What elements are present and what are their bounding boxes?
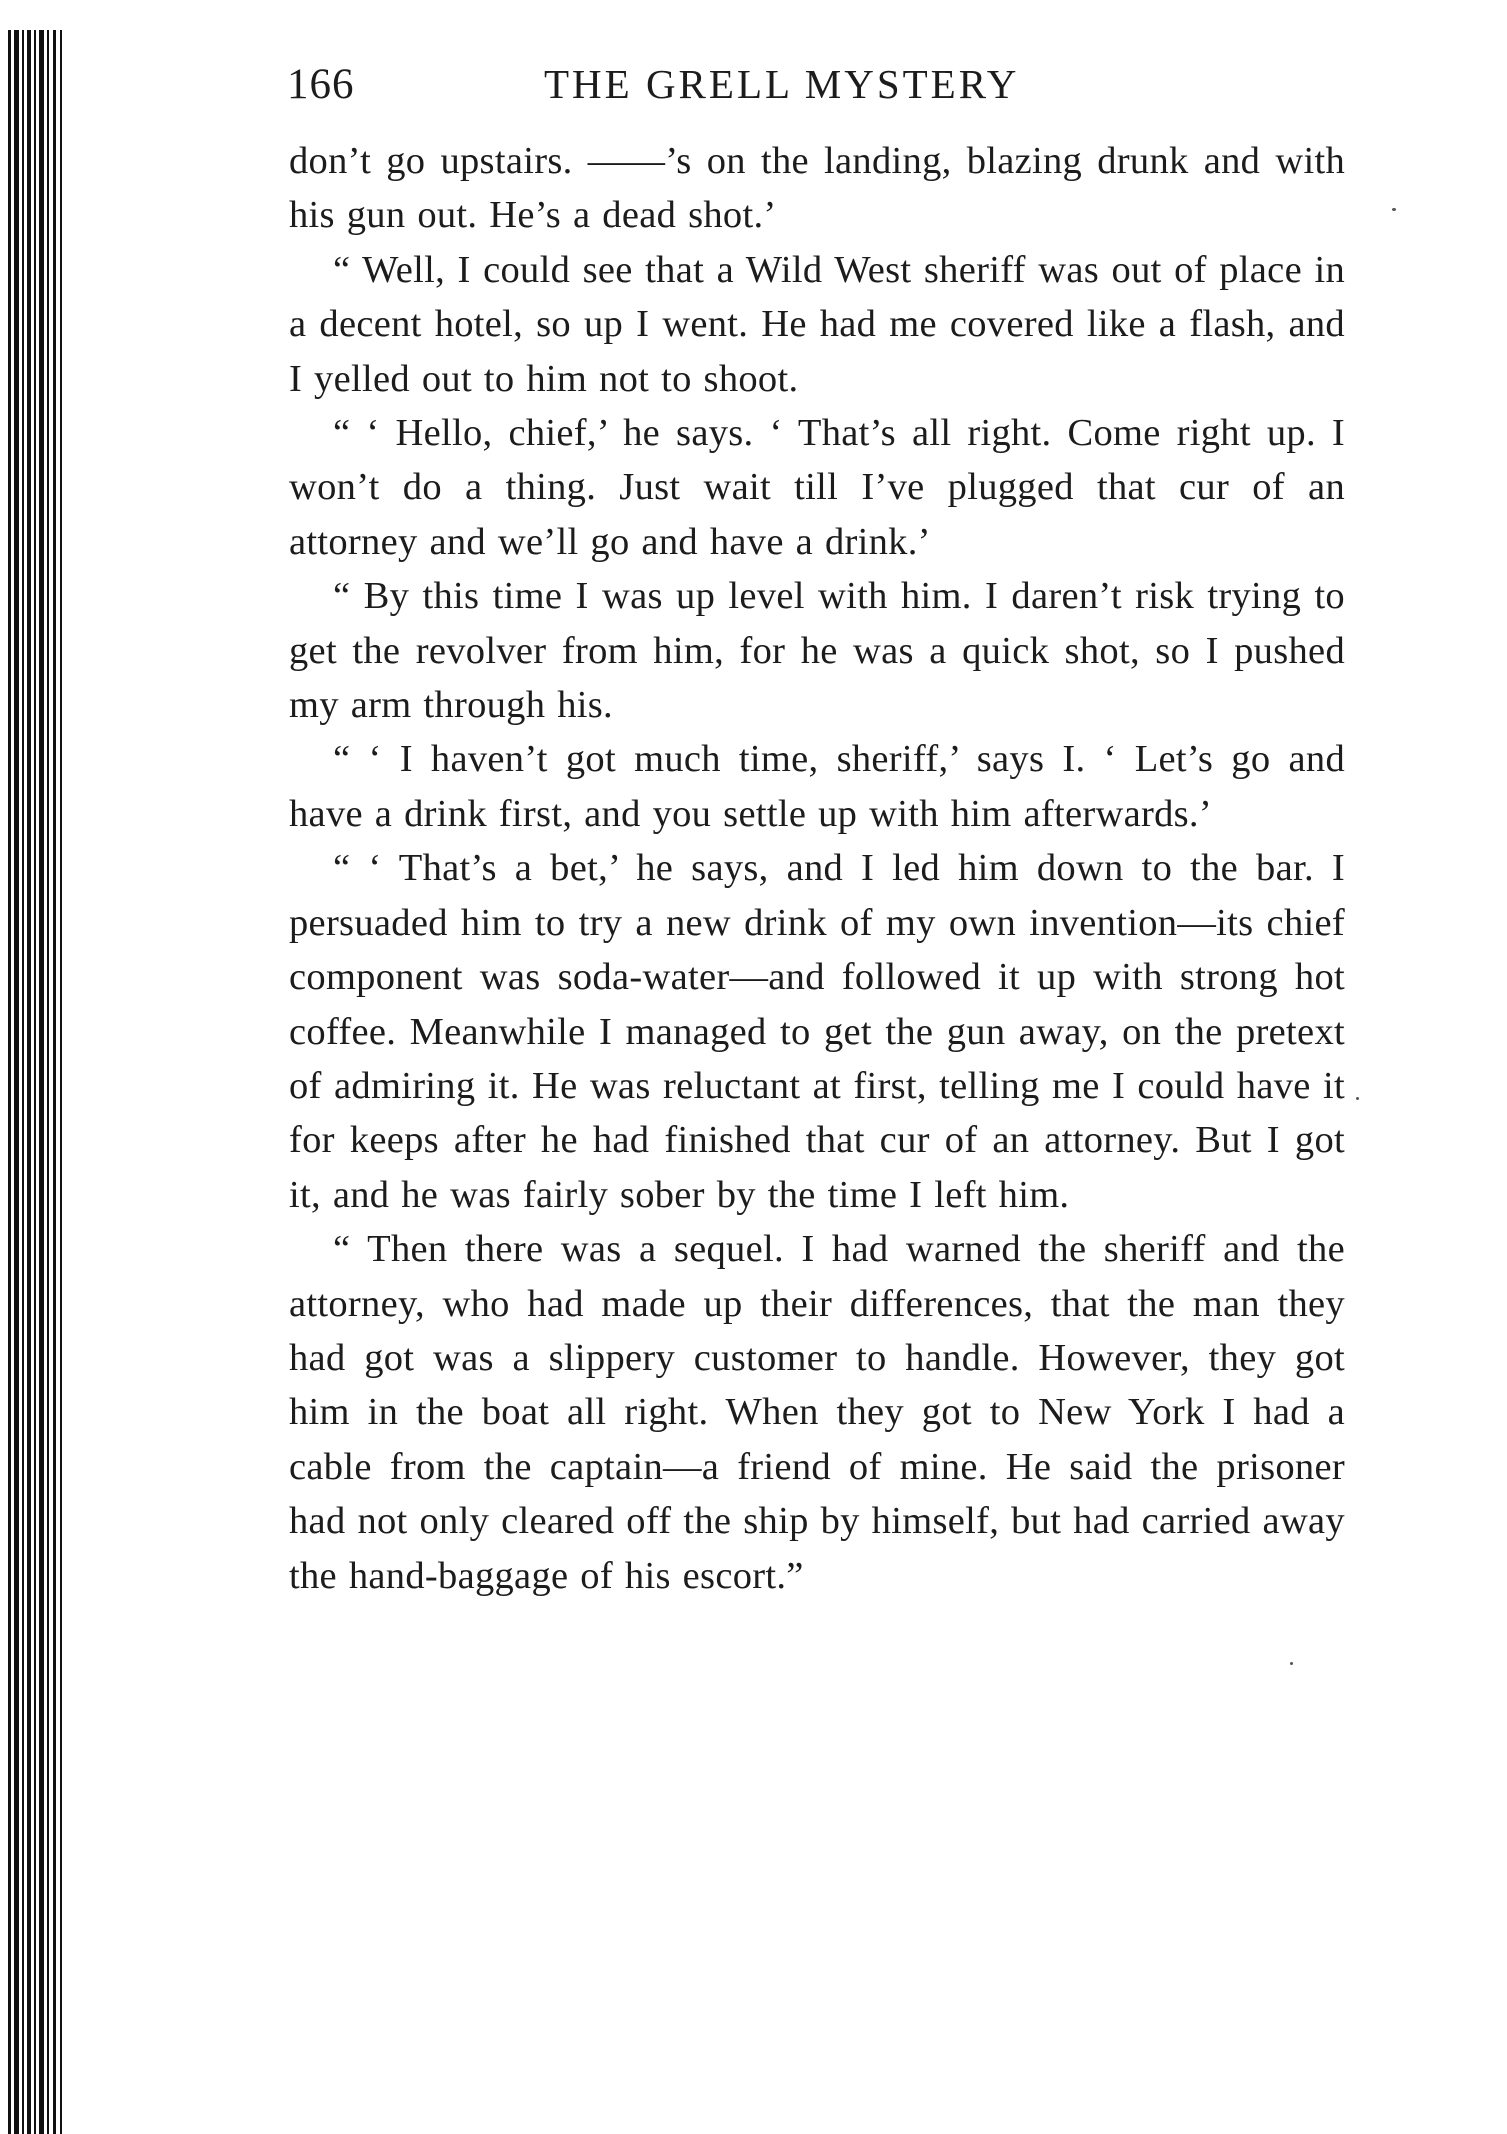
scan-speck: [1356, 1097, 1359, 1100]
scan-speck: [1392, 208, 1396, 211]
paragraph: don’t go upstairs. ——’s on the landing, blazing drunk and with his gun out. He’s a dead shot.’: [289, 140, 1345, 237]
paragraph: “ ‘ That’s a bet,’ he says, and I led him down to the bar. I persuaded him to try a new drink of my own invention—its chief component was soda-water—and followed it up with strong hot coffee. Meanwhile I managed to get the gun away, on the pretext of admiring it. He was reluctant at first, telling me I could have it for keeps after he had finished that cur of an attorney. But I got it, and he was fairly sober by the time I left him.: [289, 847, 1345, 1216]
page-header: [287, 60, 1342, 120]
scan-speck: [1290, 1662, 1293, 1665]
page-number: 166: [287, 61, 355, 108]
paragraph: “ Then there was a sequel. I had warned the sheriff and the attorney, who had made up their differences, that the man they had got was a slippery customer to handle. However, they got him in the boat all right. When they got to New York I had a cable from the captain—a friend of mine. He said the prisoner had not only cleared off the ship by himself, but had carried away the hand-baggage of his escort.”: [289, 1228, 1345, 1597]
paragraph: “ Well, I could see that a Wild West sheriff was out of place in a decent hotel, so up I went. He had me covered like a flash, and I yelled out to him not to shoot.: [289, 248, 1345, 400]
paragraph: “ ‘ Hello, chief,’ he says. ‘ That’s all right. Come right up. I won’t do a thing. Just wait till I’ve plugged that cur of an attorney and we’ll go and have a drink.’: [289, 412, 1345, 563]
paragraph: “ ‘ I haven’t got much time, sheriff,’ says I. ‘ Let’s go and have a drink first, and you settle up with him afterwards.’: [289, 738, 1345, 835]
running-title: THE GRELL MYSTERY: [544, 61, 1020, 107]
paragraph: “ By this time I was up level with him. I daren’t risk trying to get the revolver from him, for he was a quick shot, so I pushed my arm through his.: [289, 575, 1345, 727]
binding-edge: [0, 0, 70, 2134]
body-text: [289, 134, 1345, 1603]
